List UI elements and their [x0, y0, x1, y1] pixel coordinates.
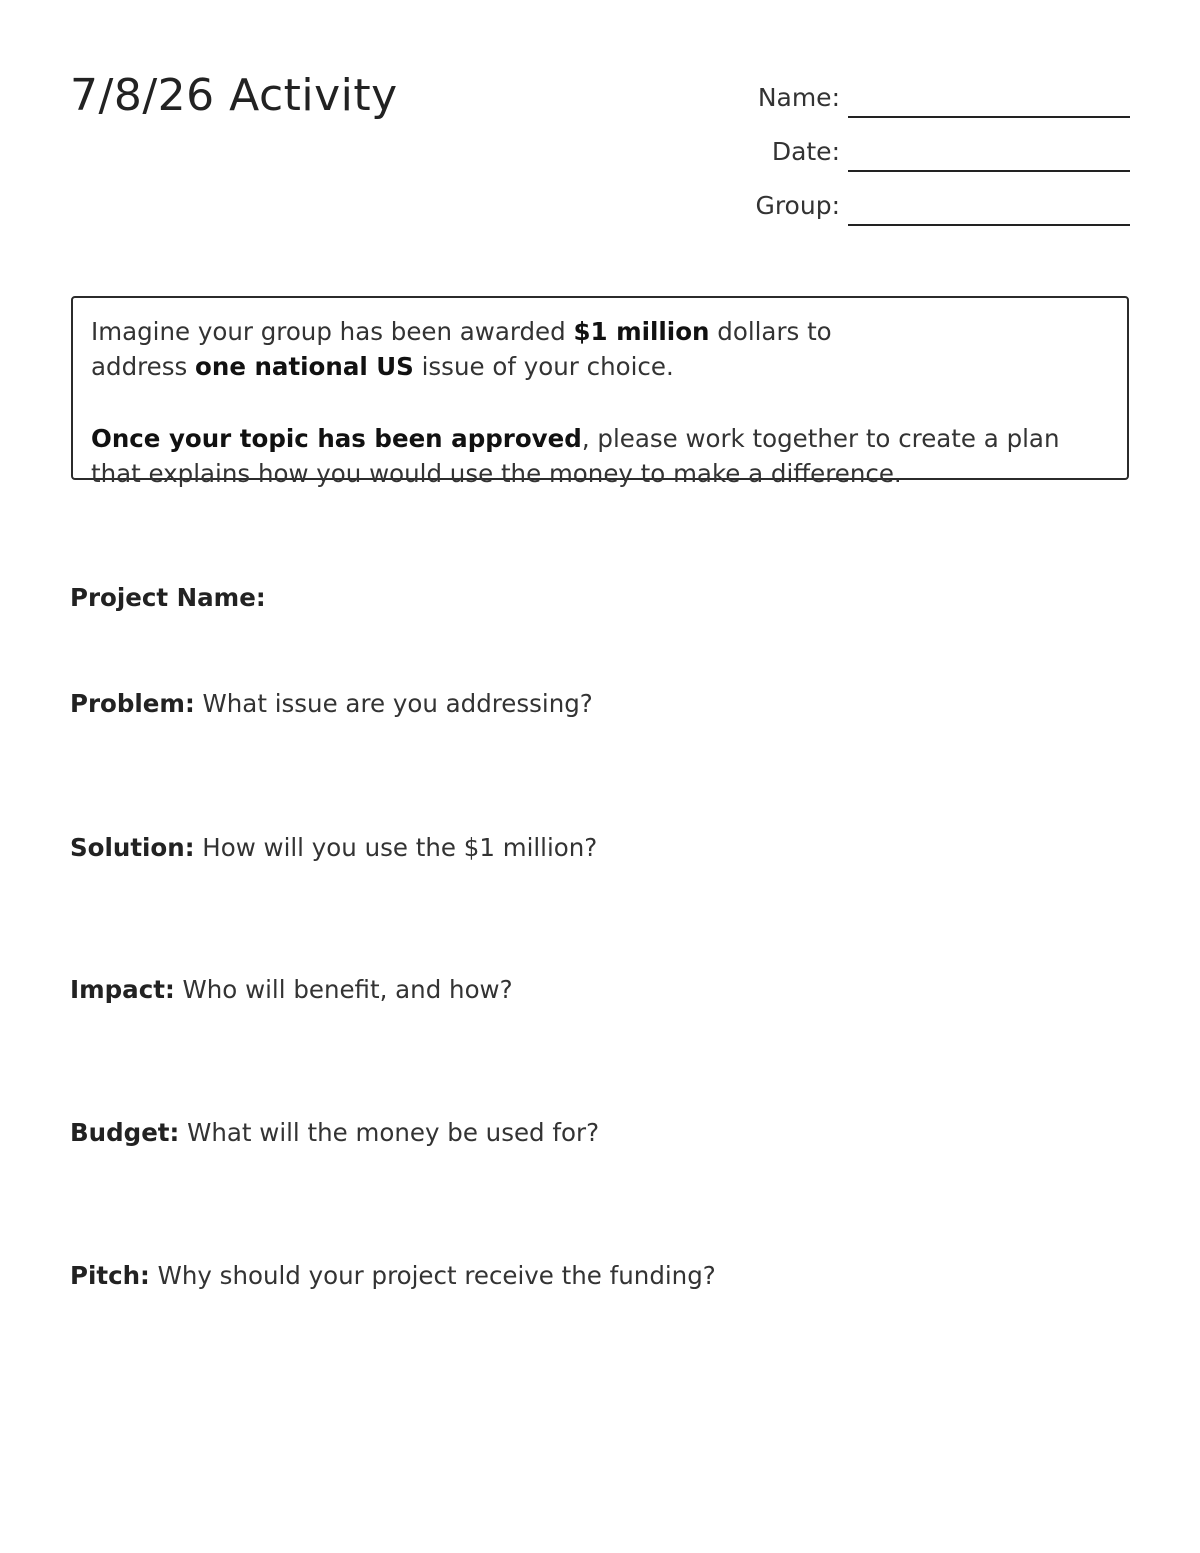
instructions-text: address	[91, 352, 196, 381]
instructions-paragraph-1	[91, 314, 1109, 384]
solution-question: How will you use the $1 million?	[202, 833, 598, 862]
instructions-text: that explains how you would use the money to make a difference.	[91, 459, 902, 488]
pitch-section	[70, 1261, 716, 1290]
page-title: 7/8/26 Activity	[70, 70, 398, 121]
instructions-box	[71, 296, 1129, 488]
solution-label: Solution:	[70, 833, 195, 862]
pitch-label: Pitch:	[70, 1261, 150, 1290]
date-blank-line[interactable]	[848, 169, 1130, 172]
impact-section	[70, 975, 513, 1004]
instructions-emphasis: Once your topic has been approved	[91, 424, 582, 453]
pitch-question: Why should your project receive the funding?	[157, 1261, 716, 1290]
problem-label: Problem:	[70, 689, 195, 718]
date-field	[670, 132, 1130, 172]
instructions-emphasis: $1 million	[573, 317, 710, 346]
impact-label: Impact:	[70, 975, 175, 1004]
name-blank-line[interactable]	[848, 115, 1130, 118]
group-blank-line[interactable]	[848, 223, 1130, 226]
problem-section	[70, 689, 593, 718]
project-name-label: Project Name:	[70, 583, 266, 612]
impact-question: Who will benefit, and how?	[182, 975, 513, 1004]
instructions-text: issue of your choice.	[413, 352, 674, 381]
instructions-text: dollars to	[709, 317, 832, 346]
name-label: Name:	[757, 83, 840, 112]
instructions-text: , please work together to create a plan	[581, 424, 1060, 453]
budget-question: What will the money be used for?	[187, 1118, 600, 1147]
instructions-text: Imagine your group has been awarded	[91, 317, 574, 346]
group-field	[670, 186, 1130, 226]
name-field	[670, 78, 1130, 118]
problem-question: What issue are you addressing?	[202, 689, 593, 718]
instructions-paragraph-2	[91, 421, 1109, 491]
instructions-emphasis: one national US	[195, 352, 414, 381]
group-label: Group:	[755, 191, 840, 220]
budget-section	[70, 1118, 599, 1147]
project-name-section	[70, 583, 266, 612]
date-label: Date:	[771, 137, 840, 166]
solution-section	[70, 833, 597, 862]
budget-label: Budget:	[70, 1118, 180, 1147]
